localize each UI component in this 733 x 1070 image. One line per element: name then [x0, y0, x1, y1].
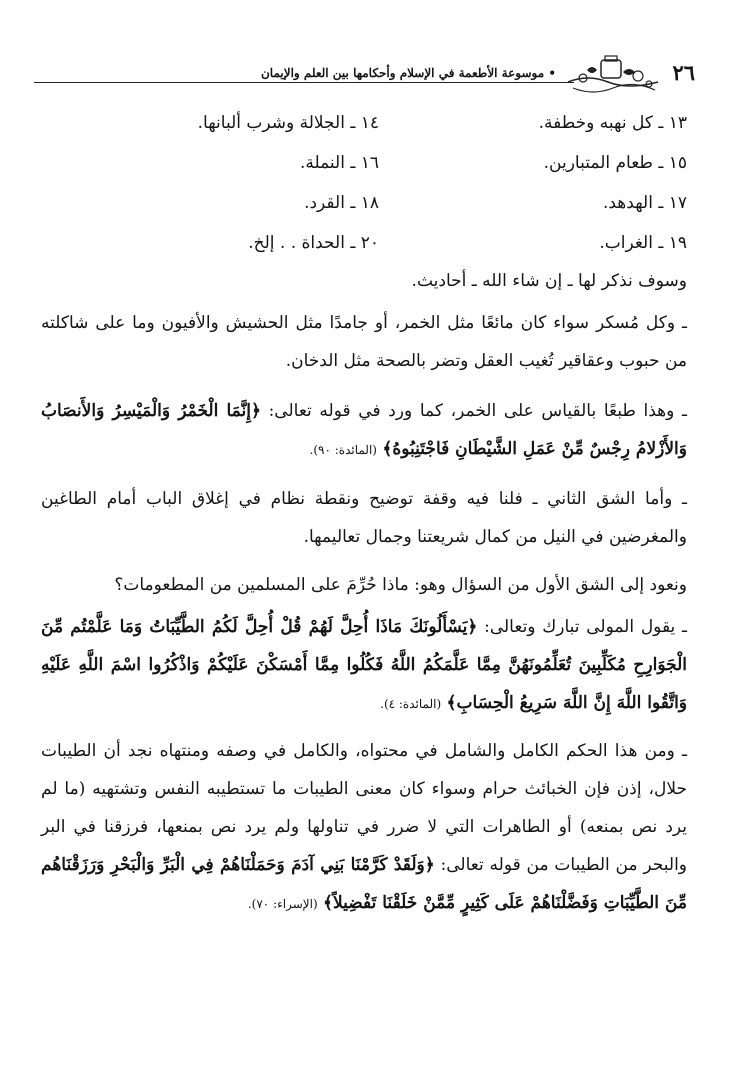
verse-reference: (الإسراء: ٧٠).: [247, 897, 318, 911]
quran-verse: ﴿إِنَّمَا الْخَمْرُ وَالْمَيْسِرُ وَالأَنصَابُ وَالأَزْلامُ رِجْسٌ مِّنْ عَمَلِ الشَّيْطَانِ فَاجْتَنِبُوهُ﴾: [41, 401, 687, 459]
list-row: [127, 188, 687, 228]
paragraph-text: ـ يقول المولى تبارك وتعالى:: [484, 617, 687, 637]
list-item: ١٥ ـ طعام المتبارين.: [543, 153, 687, 173]
paragraph: [41, 608, 687, 723]
floral-ornament-icon: [563, 52, 663, 100]
list-item: ١٣ ـ كل نهبه وخطفة.: [538, 113, 687, 133]
paragraph-text: ـ وأما الشق الثاني ـ فلنا فيه وقفة توضيح ونقطة نظام في إغلاق الباب أمام الطاغين والمغرضين في النيل من كمال شريعتنا وجمال تعاليمها.: [41, 489, 687, 547]
list-item: ١٦ ـ النملة.: [299, 153, 379, 173]
paragraph: [41, 480, 687, 556]
paragraph: [41, 392, 687, 469]
page-number: ٢٦: [672, 60, 695, 85]
paragraph-text: ـ وهذا طبعًا بالقياس على الخمر، كما ورد في قوله تعالى:: [268, 401, 687, 421]
quran-verse: ﴿يَسْأَلُونَكَ مَاذَا أُحِلَّ لَهُمْ قُلْ أُحِلَّ لَكُمُ الطَّيِّبَاتُ وَمَا عَلَّمْتُم مِّنَ الْجَوَارِحِ مُكَلِّبِينَ تُعَلِّمُونَهُنَّ مِمَّا عَلَّمَكُمُ اللَّهُ فَكُلُوا مِمَّا أَمْسَكْنَ عَلَيْكُمْ وَاذْكُرُوا اسْمَ اللَّهِ عَلَيْهِ وَاتَّقُوا اللَّهَ إِنَّ اللَّهَ سَرِيعُ الْحِسَابِ﴾: [41, 617, 687, 713]
verse-reference: (المائدة: ٩٠).: [309, 443, 377, 457]
list-item: ١٧ ـ الهدهد.: [602, 193, 687, 213]
list-item: ١٤ ـ الجلالة وشرب ألبانها.: [197, 113, 379, 133]
paragraph: [41, 732, 687, 923]
list-row: [127, 108, 687, 148]
list-item: ١٩ ـ الغراب.: [599, 233, 687, 253]
paragraph: [41, 262, 687, 300]
paragraph-text: وسوف نذكر لها ـ إن شاء الله ـ أحاديث.: [411, 271, 687, 291]
paragraph-text: ـ ومن هذا الحكم الكامل والشامل في محتواه، والكامل في وصفه ومنتهاه نجد أن الطيبات حلال، إذن فإن الخبائث حرام وسواء كان معنى الطيبات ما تستطيبه النفس وتشتهيه (ما لم يرد نص بمنعه) أو الطاهرات التي لا ضرر في تناولها ولم يرد نص بمنعها، فرزقنا في البر والبحر من الطيبات من قوله تعالى:: [41, 741, 687, 875]
paragraph-text: ـ وكل مُسكر سواء كان مائعًا مثل الخمر، أو جامدًا مثل الحشيش والأفيون وما على شاكلته من حبوب وعقاقير تُغيب العقل وتضر بالصحة مثل الدخان.: [41, 313, 687, 371]
numbered-list: [127, 108, 687, 268]
paragraph: [41, 566, 687, 604]
list-item: ٢٠ ـ الحداة . . إلخ.: [248, 233, 379, 253]
quran-verse: ﴿وَلَقَدْ كَرَّمْنَا بَنِي آدَمَ وَحَمَلْنَاهُمْ فِي الْبَرِّ وَالْبَحْرِ وَرَزَقْنَاهُم مِّنَ الطَّيِّبَاتِ وَفَضَّلْنَاهُمْ عَلَى كَثِيرٍ مِّمَّنْ خَلَقْنَا تَفْضِيلاً﴾: [41, 855, 687, 913]
running-title: • موسوعة الأطعمة في الإسلام وأحكامها بين العلم والإيمان: [260, 66, 556, 80]
header-rule: [34, 82, 574, 83]
page-header: [0, 52, 733, 102]
paragraph-text: ونعود إلى الشق الأول من السؤال وهو: ماذا حُرِّمَ على المسلمين من المطعومات؟: [114, 575, 687, 595]
list-row: [127, 148, 687, 188]
verse-reference: (المائدة: ٤).: [380, 697, 442, 711]
paragraph: [41, 304, 687, 380]
list-item: ١٨ ـ القرد.: [304, 193, 379, 213]
